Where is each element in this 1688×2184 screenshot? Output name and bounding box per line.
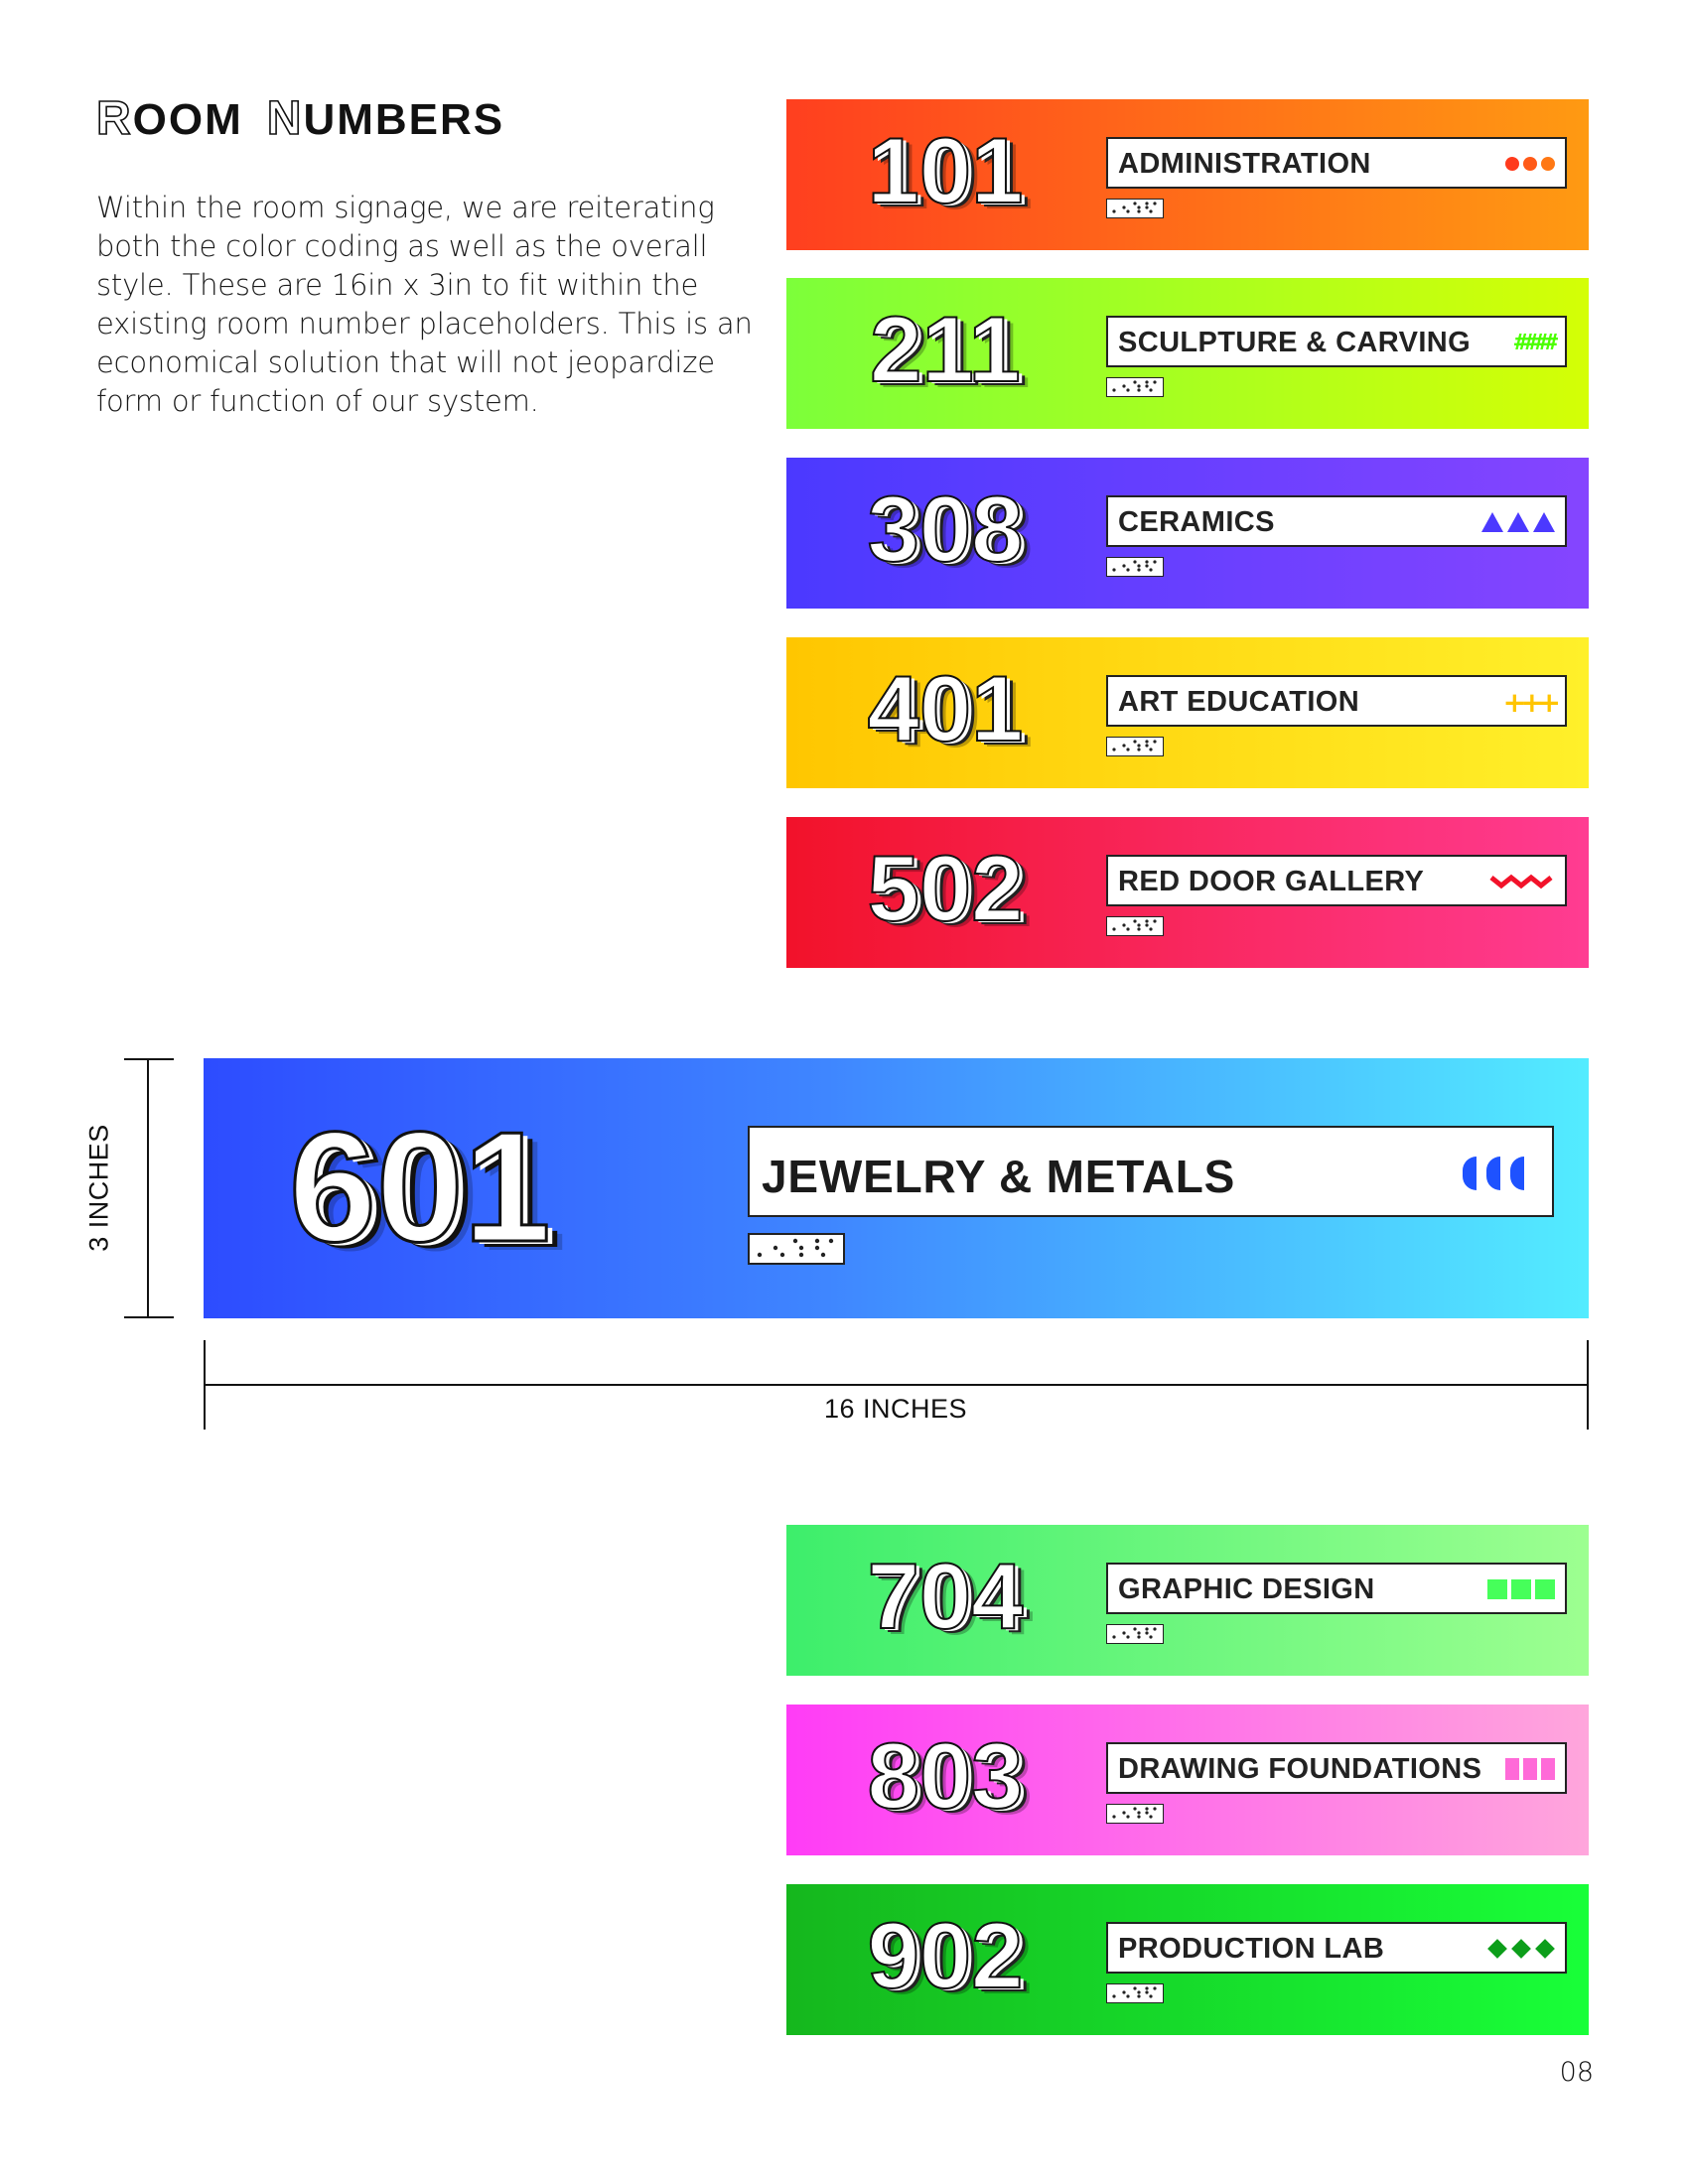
room-number: 308 <box>867 477 1024 581</box>
room-name: GRAPHIC DESIGN <box>1118 1573 1375 1605</box>
hash-icon: #### <box>1514 330 1555 355</box>
width-dimension-cap-left <box>204 1340 206 1430</box>
bar-icon <box>1505 1752 1555 1786</box>
room-number: 704 <box>867 1544 1024 1648</box>
room-number: 401 <box>867 656 1024 760</box>
featured-room-sign <box>204 1058 1589 1318</box>
room-sign <box>786 458 1589 609</box>
room-label-box <box>748 1126 1554 1217</box>
room-label-box <box>1106 1742 1567 1794</box>
room-sign <box>786 637 1589 788</box>
room-label-box <box>1106 855 1567 906</box>
room-number: 803 <box>867 1723 1024 1828</box>
room-sign <box>786 1705 1589 1855</box>
title-word-part: OOM <box>132 95 243 144</box>
room-number: 502 <box>867 836 1024 940</box>
room-label-box <box>1106 316 1567 367</box>
room-name: JEWELRY & METALS <box>762 1151 1236 1202</box>
title-outline-letter: N <box>266 92 304 145</box>
braille-plate <box>1106 916 1164 936</box>
intro-paragraph: Within the room signage, we are reiterating both the color coding as well as the overall style. These are 16in x 3in to fit within the existing room number placeholders. This is an economical solution that will not jeopardize form or function of our system. <box>96 191 753 418</box>
room-number: 101 <box>867 118 1024 222</box>
braille-plate <box>1106 557 1164 577</box>
title-outline-letter: R <box>96 92 133 145</box>
braille-plate <box>748 1233 845 1265</box>
height-dimension-cap-top <box>124 1058 174 1060</box>
braille-plate <box>1106 1983 1164 2003</box>
braille-plate <box>1106 1804 1164 1824</box>
room-label-box <box>1106 1922 1567 1974</box>
room-number: 902 <box>867 1903 1024 2007</box>
room-label-box <box>1106 1563 1567 1614</box>
height-dimension-label: 3 INCHES <box>83 1124 114 1252</box>
room-number: 211 <box>870 297 1021 401</box>
height-dimension-cap-bottom <box>124 1316 174 1318</box>
room-label-box <box>1106 495 1567 547</box>
width-dimension-cap-right <box>1587 1340 1589 1430</box>
height-dimension-line <box>147 1058 149 1318</box>
room-number: 601 <box>289 1100 551 1275</box>
half-circle-icon <box>1463 1154 1524 1193</box>
room-label-box <box>1106 137 1567 189</box>
room-name: DRAWING FOUNDATIONS <box>1118 1753 1482 1785</box>
room-sign <box>786 817 1589 968</box>
room-sign <box>786 1525 1589 1676</box>
braille-plate <box>1106 377 1164 397</box>
title-word-part: UMBERS <box>303 95 505 144</box>
room-sign <box>786 99 1589 250</box>
triangle-icon <box>1481 505 1555 539</box>
square-icon <box>1487 1572 1555 1606</box>
width-dimension-label: 16 INCHES <box>823 1394 968 1424</box>
room-name: PRODUCTION LAB <box>1118 1933 1385 1965</box>
page-number: 08 <box>1559 2057 1594 2088</box>
braille-plate <box>1106 1624 1164 1644</box>
page-title <box>96 91 504 146</box>
plus-icon: +++ <box>1502 685 1555 719</box>
room-name: SCULPTURE & CARVING <box>1118 327 1472 358</box>
room-label-box <box>1106 675 1567 727</box>
room-name: CERAMICS <box>1118 506 1275 538</box>
zigzag-icon <box>1489 865 1555 898</box>
braille-plate <box>1106 199 1164 218</box>
room-name: RED DOOR GALLERY <box>1118 866 1425 897</box>
room-name: ART EDUCATION <box>1118 686 1360 718</box>
diamond-icon <box>1487 1932 1555 1966</box>
width-dimension-line <box>204 1384 1589 1386</box>
room-name: ADMINISTRATION <box>1118 148 1371 180</box>
room-sign <box>786 278 1589 429</box>
braille-plate <box>1106 737 1164 756</box>
dots-icon <box>1505 147 1555 181</box>
room-sign <box>786 1884 1589 2035</box>
